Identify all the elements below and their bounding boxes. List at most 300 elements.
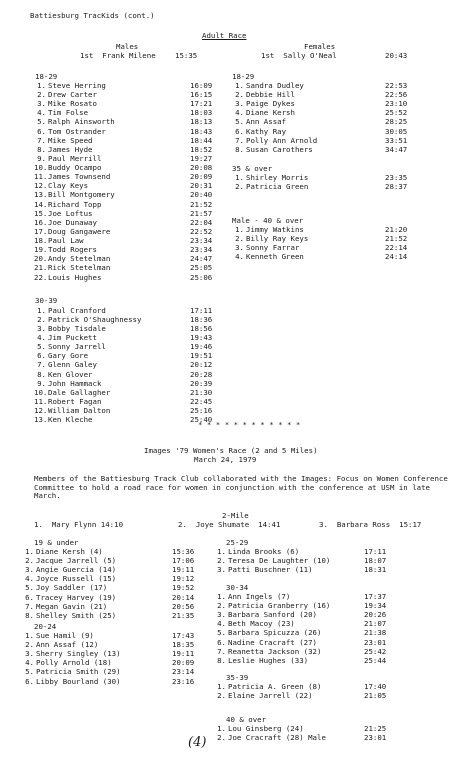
result-row bbox=[214, 647, 394, 656]
runner-name: Shelley Smith (25) bbox=[36, 610, 117, 620]
runner-name: Ken Kleche bbox=[48, 414, 93, 424]
runner-name: John Hammack bbox=[48, 378, 102, 388]
runner-name: Linda Brooks (6) bbox=[228, 547, 300, 556]
place-number: 13. bbox=[34, 414, 48, 424]
finish-time: 25:52 bbox=[385, 108, 408, 118]
result-row bbox=[214, 682, 394, 691]
runner-name: Joe Loftus bbox=[48, 208, 93, 218]
result-row bbox=[232, 108, 415, 117]
finish-time: 19:46 bbox=[190, 342, 213, 352]
place-number: 10. bbox=[34, 387, 48, 397]
runner-name: Patti Buschner (11) bbox=[228, 565, 313, 575]
place-number: 3. bbox=[25, 565, 34, 575]
result-row bbox=[34, 342, 220, 351]
finish-time: 17:11 bbox=[190, 306, 213, 315]
place-number: 2. bbox=[235, 90, 244, 100]
runner-name: Clay Keys bbox=[48, 181, 89, 191]
place-number: 4. bbox=[25, 658, 34, 668]
result-row bbox=[22, 640, 202, 649]
result-row bbox=[22, 556, 202, 565]
result-row bbox=[34, 99, 220, 108]
runner-name: Jimmy Watkins bbox=[246, 225, 304, 234]
result-row bbox=[232, 81, 415, 90]
runner-name: Sandra Dudley bbox=[246, 81, 304, 90]
runner-name: Kathy Ray bbox=[246, 126, 287, 136]
place-number: 12. bbox=[34, 405, 48, 415]
runner-name: Tom Ostrander bbox=[48, 126, 106, 136]
finish-time: 20:14 bbox=[172, 592, 195, 602]
under-19-label: 19 & under bbox=[34, 538, 79, 547]
runner-name: Megan Gavin (21) bbox=[36, 601, 108, 611]
finish-time: 23:35 bbox=[385, 173, 408, 182]
finish-time: 19:51 bbox=[190, 351, 213, 361]
result-row bbox=[22, 565, 202, 574]
place-number: 18. bbox=[34, 236, 48, 246]
place-number: 4. bbox=[37, 108, 46, 118]
result-row bbox=[34, 254, 220, 263]
finish-time: 18:31 bbox=[364, 565, 387, 575]
images-race-title: Images '79 Women's Race (2 and 5 Miles) bbox=[144, 446, 318, 455]
runner-name: Patricia A. Green (8) bbox=[228, 682, 322, 691]
result-row bbox=[214, 610, 394, 619]
place-number: 9. bbox=[37, 378, 46, 388]
result-row bbox=[34, 324, 220, 333]
finish-time: 19:12 bbox=[172, 574, 195, 584]
place-number: 1. bbox=[217, 547, 226, 556]
runner-name: Patricia Smith (29) bbox=[36, 667, 121, 677]
result-row bbox=[214, 565, 394, 574]
result-row bbox=[214, 628, 394, 637]
finish-time: 25:16 bbox=[190, 405, 213, 415]
finish-time: 17:21 bbox=[190, 99, 213, 109]
w20-24-label: 20-24 bbox=[34, 622, 57, 631]
two-mile-label: 2-Mile bbox=[222, 511, 249, 520]
females-label: Females bbox=[304, 42, 336, 51]
result-row bbox=[214, 547, 394, 556]
finish-time: 25:44 bbox=[364, 655, 387, 665]
runner-name: Joe Dunaway bbox=[48, 217, 97, 227]
finish-time: 21:52 bbox=[385, 234, 408, 243]
place-number: 2. bbox=[217, 691, 226, 701]
finish-time: 23:01 bbox=[364, 637, 387, 647]
finish-time: 21:05 bbox=[364, 691, 387, 701]
runner-name: Gary Gore bbox=[48, 351, 89, 361]
result-row bbox=[34, 379, 220, 388]
female-first-time: 20:43 bbox=[385, 51, 408, 60]
finish-time: 20:08 bbox=[190, 163, 213, 173]
w25-29-label: 25-29 bbox=[226, 538, 249, 547]
result-row bbox=[34, 333, 220, 342]
result-row bbox=[232, 252, 415, 261]
result-row bbox=[34, 172, 220, 181]
finish-time: 21:35 bbox=[172, 610, 195, 620]
finish-time: 25:05 bbox=[190, 263, 213, 273]
runner-name: Buddy Ocampo bbox=[48, 163, 102, 173]
runner-name: Debbie Hill bbox=[246, 90, 295, 100]
place-number: 7. bbox=[217, 646, 226, 656]
finish-time: 20:31 bbox=[190, 181, 213, 191]
result-row bbox=[214, 601, 394, 610]
result-row bbox=[34, 306, 220, 315]
finish-time: 21:57 bbox=[190, 208, 213, 218]
place-number: 7. bbox=[25, 601, 34, 611]
place-number: 12. bbox=[34, 181, 48, 191]
finish-time: 19:11 bbox=[172, 649, 195, 659]
finish-time: 19:43 bbox=[190, 333, 213, 343]
place-number: 4. bbox=[235, 108, 244, 118]
place-number: 9. bbox=[37, 153, 46, 163]
finish-time: 15:36 bbox=[172, 547, 195, 556]
runner-name: Mike Rosato bbox=[48, 99, 97, 109]
place-number: 2. bbox=[25, 556, 34, 566]
runner-name: Paige Dykes bbox=[246, 99, 295, 109]
finish-time: 16:15 bbox=[190, 90, 213, 100]
result-row bbox=[34, 351, 220, 360]
finish-time: 21:30 bbox=[190, 387, 213, 397]
runner-name: Jacque Jarrell (5) bbox=[36, 556, 117, 566]
result-row bbox=[22, 631, 202, 640]
result-row bbox=[232, 145, 415, 154]
place-number: 2. bbox=[235, 182, 244, 191]
place-number: 4. bbox=[217, 619, 226, 629]
runner-name: Todd Rogers bbox=[48, 245, 97, 255]
runner-name: Shirley Morris bbox=[246, 173, 309, 182]
runner-name: Susan Carothers bbox=[246, 144, 313, 154]
finish-time: 21:20 bbox=[385, 225, 408, 234]
place-number: 7. bbox=[235, 135, 244, 145]
finish-time: 20:09 bbox=[172, 658, 195, 668]
place-number: 6. bbox=[25, 592, 34, 602]
place-number: 4. bbox=[25, 574, 34, 584]
place-number: 3. bbox=[235, 99, 244, 109]
males-label: Males bbox=[116, 42, 139, 51]
place-number: 13. bbox=[34, 190, 48, 200]
place-number: 2. bbox=[37, 315, 46, 325]
runner-name: Angie Guercia (14) bbox=[36, 565, 117, 575]
result-row bbox=[34, 90, 220, 99]
result-row bbox=[232, 173, 415, 182]
runner-name: Dale Gallagher bbox=[48, 387, 111, 397]
place-number: 2. bbox=[217, 601, 226, 611]
finish-time: 18:52 bbox=[190, 144, 213, 154]
runner-name: Patrick O'Shaughnessy bbox=[48, 315, 142, 325]
result-row bbox=[214, 691, 394, 700]
place-number: 1. bbox=[235, 173, 244, 182]
finish-time: 28:25 bbox=[385, 117, 408, 127]
result-row bbox=[22, 574, 202, 583]
finish-time: 18:44 bbox=[190, 135, 213, 145]
result-row bbox=[34, 263, 220, 272]
place-number: 6. bbox=[37, 126, 46, 136]
female-18-29-label: 18-29 bbox=[232, 72, 255, 81]
result-row bbox=[22, 649, 202, 658]
result-row bbox=[22, 611, 202, 620]
place-number: 2. bbox=[37, 90, 46, 100]
finish-time: 19:34 bbox=[364, 601, 387, 611]
finish-time: 19:11 bbox=[172, 565, 195, 575]
place-number: 1. bbox=[25, 631, 34, 640]
finish-time: 20:26 bbox=[364, 610, 387, 620]
runner-name: Louis Hughes bbox=[48, 272, 102, 282]
finish-time: 23:14 bbox=[172, 667, 195, 677]
finish-time: 21:25 bbox=[364, 724, 387, 733]
finish-time: 24:14 bbox=[385, 252, 408, 261]
place-number: 3. bbox=[217, 565, 226, 575]
runner-name: Richard Topp bbox=[48, 199, 102, 209]
finish-time: 20:40 bbox=[190, 190, 213, 200]
place-number: 6. bbox=[235, 126, 244, 136]
finish-time: 25:06 bbox=[190, 272, 213, 282]
finish-time: 22:14 bbox=[385, 243, 408, 252]
place-number: 1. bbox=[235, 225, 244, 234]
finish-time: 23:10 bbox=[385, 99, 408, 109]
result-row bbox=[34, 236, 220, 245]
finish-time: 18:35 bbox=[172, 640, 195, 650]
place-number: 8. bbox=[235, 144, 244, 154]
result-row bbox=[22, 547, 202, 556]
result-row bbox=[34, 273, 220, 282]
place-number: 3. bbox=[235, 243, 244, 252]
runner-name: Sue Hamil (9) bbox=[36, 631, 94, 640]
runner-name: Doug Gangawere bbox=[48, 226, 111, 236]
runner-name: Lou Ginsberg (24) bbox=[228, 724, 304, 733]
result-row bbox=[22, 593, 202, 602]
finish-time: 23:34 bbox=[190, 236, 213, 246]
finish-time: 28:37 bbox=[385, 182, 408, 191]
place-number: 19. bbox=[34, 245, 48, 255]
runner-name: Sonny Farrar bbox=[246, 243, 300, 252]
finish-time: 33:51 bbox=[385, 135, 408, 145]
result-row bbox=[232, 117, 415, 126]
runner-name: Tim Folse bbox=[48, 108, 89, 118]
runner-name: Robert Fagan bbox=[48, 396, 102, 406]
finish-time: 24:47 bbox=[190, 254, 213, 264]
finish-time: 22:04 bbox=[190, 217, 213, 227]
result-row bbox=[232, 99, 415, 108]
result-row bbox=[34, 181, 220, 190]
runner-name: Elaine Jarrell (22) bbox=[228, 691, 313, 701]
runner-name: Ken Glover bbox=[48, 369, 93, 379]
runner-name: Paul Law bbox=[48, 236, 84, 246]
finish-time: 17:37 bbox=[364, 592, 387, 601]
place-number: 1. bbox=[217, 724, 226, 733]
finish-time: 21:52 bbox=[190, 199, 213, 209]
result-row bbox=[22, 677, 202, 686]
runner-name: Billy Ray Keys bbox=[246, 234, 309, 243]
page-number: (4) bbox=[188, 735, 207, 750]
result-row bbox=[214, 733, 394, 742]
finish-time: 22:45 bbox=[190, 396, 213, 406]
result-row bbox=[232, 225, 415, 234]
place-number: 5. bbox=[25, 667, 34, 677]
finish-time: 17:40 bbox=[364, 682, 387, 691]
place-number: 1. bbox=[235, 81, 244, 90]
result-row bbox=[34, 154, 220, 163]
finish-time: 25:42 bbox=[364, 646, 387, 656]
finish-time: 18:56 bbox=[190, 324, 213, 334]
runner-name: Joy Saddler (17) bbox=[36, 583, 108, 593]
place-number: 1. bbox=[37, 306, 46, 315]
runner-name: Nadine Cracraft (27) bbox=[228, 637, 317, 647]
place-number: 21. bbox=[34, 263, 48, 273]
place-number: 6. bbox=[217, 637, 226, 647]
place-number: 10. bbox=[34, 163, 48, 173]
finish-time: 16:09 bbox=[190, 81, 213, 90]
finish-time: 17:11 bbox=[364, 547, 387, 556]
result-row bbox=[34, 163, 220, 172]
result-row bbox=[34, 315, 220, 324]
male-40-over-label: Male - 40 & over bbox=[232, 216, 304, 225]
female-35-over-label: 35 & over bbox=[232, 164, 273, 173]
result-row bbox=[34, 200, 220, 209]
runner-name: Paul Cranford bbox=[48, 306, 106, 315]
result-row bbox=[34, 190, 220, 199]
runner-name: Ann Assaf (12) bbox=[36, 640, 99, 650]
place-number: 5. bbox=[37, 117, 46, 127]
finish-time: 23:34 bbox=[190, 245, 213, 255]
finish-time: 18:36 bbox=[190, 315, 213, 325]
finish-time: 20:56 bbox=[172, 601, 195, 611]
overall-third: 3. Barbara Ross 15:17 bbox=[319, 520, 422, 529]
place-number: 2. bbox=[217, 556, 226, 566]
place-number: 3. bbox=[25, 649, 34, 659]
result-row bbox=[34, 209, 220, 218]
result-row bbox=[34, 108, 220, 117]
male-first-time: 15:35 bbox=[175, 51, 198, 60]
runner-name: James Townsend bbox=[48, 172, 111, 182]
place-number: 5. bbox=[235, 117, 244, 127]
runner-name: Sonny Jarrell bbox=[48, 342, 106, 352]
finish-time: 20:39 bbox=[190, 378, 213, 388]
result-row bbox=[34, 117, 220, 126]
result-row bbox=[214, 656, 394, 665]
runner-name: Polly Arnold (18) bbox=[36, 658, 112, 668]
finish-time: 25:40 bbox=[190, 414, 213, 424]
runner-name: Drew Carter bbox=[48, 90, 97, 100]
finish-time: 23:16 bbox=[172, 676, 195, 686]
finish-time: 18:03 bbox=[190, 108, 213, 118]
place-number: 8. bbox=[37, 144, 46, 154]
result-row bbox=[34, 127, 220, 136]
place-number: 1. bbox=[25, 547, 34, 556]
runner-name: Beth Macoy (23) bbox=[228, 619, 295, 629]
finish-time: 22:53 bbox=[385, 81, 408, 90]
finish-time: 20:12 bbox=[190, 360, 213, 370]
place-number: 7. bbox=[37, 135, 46, 145]
runner-name: Rick Stetelman bbox=[48, 263, 111, 273]
result-row bbox=[214, 724, 394, 733]
runner-name: Ann Ingels (7) bbox=[228, 592, 291, 601]
place-number: 2. bbox=[235, 234, 244, 243]
runner-name: Joyce Russell (15) bbox=[36, 574, 117, 584]
result-row bbox=[22, 658, 202, 667]
runner-name: Libby Bourland (30) bbox=[36, 676, 121, 686]
result-row bbox=[22, 667, 202, 676]
runner-name: Joe Cracraft (28) Male bbox=[228, 733, 326, 743]
place-number: 11. bbox=[34, 172, 48, 182]
runner-name: Kenneth Green bbox=[246, 252, 304, 261]
result-row bbox=[232, 136, 415, 145]
place-number: 5. bbox=[25, 583, 34, 593]
male-30-39-label: 30-39 bbox=[35, 296, 58, 305]
images-race-date: March 24, 1979 bbox=[194, 455, 257, 464]
runner-name: Glenn Galey bbox=[48, 360, 97, 370]
place-number: 14. bbox=[34, 199, 48, 209]
page-header: Battiesburg TracKids (cont.) bbox=[30, 11, 155, 20]
runner-name: Diane Kersh (4) bbox=[36, 547, 103, 556]
runner-name: Barbara Sanford (20) bbox=[228, 610, 317, 620]
finish-time: 21:38 bbox=[364, 628, 387, 638]
runner-name: Ann Assaf bbox=[246, 117, 287, 127]
runner-name: Paul Merrill bbox=[48, 153, 102, 163]
result-row bbox=[232, 127, 415, 136]
place-number: 7. bbox=[37, 360, 46, 370]
finish-time: 17:06 bbox=[172, 556, 195, 566]
result-row bbox=[34, 397, 220, 406]
finish-time: 23:01 bbox=[364, 733, 387, 743]
images-paragraph: Members of the Battiesburg Track Club collaborated with the Images: Focus on Women Conference Committee to hold a road race for women in conjunction with the conference at USM in late March. bbox=[34, 474, 448, 501]
finish-time: 34:47 bbox=[385, 144, 408, 154]
runner-name: Leslie Hughes (33) bbox=[228, 655, 309, 665]
result-row bbox=[34, 245, 220, 254]
place-number: 1. bbox=[37, 81, 46, 90]
female-first-place: 1st Sally O'Neal bbox=[261, 51, 337, 60]
runner-name: Jim Puckett bbox=[48, 333, 97, 343]
place-number: 6. bbox=[37, 351, 46, 361]
place-number: 8. bbox=[217, 655, 226, 665]
result-row bbox=[34, 406, 220, 415]
place-number: 2. bbox=[217, 733, 226, 743]
finish-time: 30:05 bbox=[385, 126, 408, 136]
finish-time: 20:09 bbox=[190, 172, 213, 182]
overall-first: 1. Mary Flynn 14:10 bbox=[34, 520, 124, 529]
result-row bbox=[34, 227, 220, 236]
place-number: 11. bbox=[34, 396, 48, 406]
result-row bbox=[214, 592, 394, 601]
finish-time: 19:27 bbox=[190, 153, 213, 163]
runner-name: Steve Herring bbox=[48, 81, 106, 90]
place-number: 3. bbox=[37, 324, 46, 334]
result-row bbox=[34, 415, 220, 424]
place-number: 17. bbox=[34, 226, 48, 236]
place-number: 3. bbox=[37, 99, 46, 109]
finish-time: 22:56 bbox=[385, 90, 408, 100]
result-row bbox=[34, 145, 220, 154]
runner-name: Ralph Ainsworth bbox=[48, 117, 115, 127]
result-row bbox=[214, 638, 394, 647]
place-number: 6. bbox=[25, 676, 34, 686]
result-row bbox=[22, 602, 202, 611]
runner-name: William Dalton bbox=[48, 405, 111, 415]
separator-stars: * * * * * * * * * * * * bbox=[198, 420, 301, 429]
runner-name: Tracey Harvey (19) bbox=[36, 592, 117, 602]
place-number: 5. bbox=[217, 628, 226, 638]
place-number: 1. bbox=[217, 592, 226, 601]
runner-name: Polly Ann Arnold bbox=[246, 135, 318, 145]
male-18-29-label: 18-29 bbox=[35, 72, 58, 81]
runner-name: Mike Speed bbox=[48, 135, 93, 145]
runner-name: Patricia Granberry (16) bbox=[228, 601, 331, 611]
runner-name: Teresa De Laughter (10) bbox=[228, 556, 331, 566]
result-row bbox=[34, 360, 220, 369]
result-row bbox=[34, 81, 220, 90]
place-number: 16. bbox=[34, 217, 48, 227]
result-row bbox=[34, 388, 220, 397]
result-row bbox=[34, 370, 220, 379]
finish-time: 18:13 bbox=[190, 117, 213, 127]
runner-name: James Hyde bbox=[48, 144, 93, 154]
place-number: 15. bbox=[34, 208, 48, 218]
